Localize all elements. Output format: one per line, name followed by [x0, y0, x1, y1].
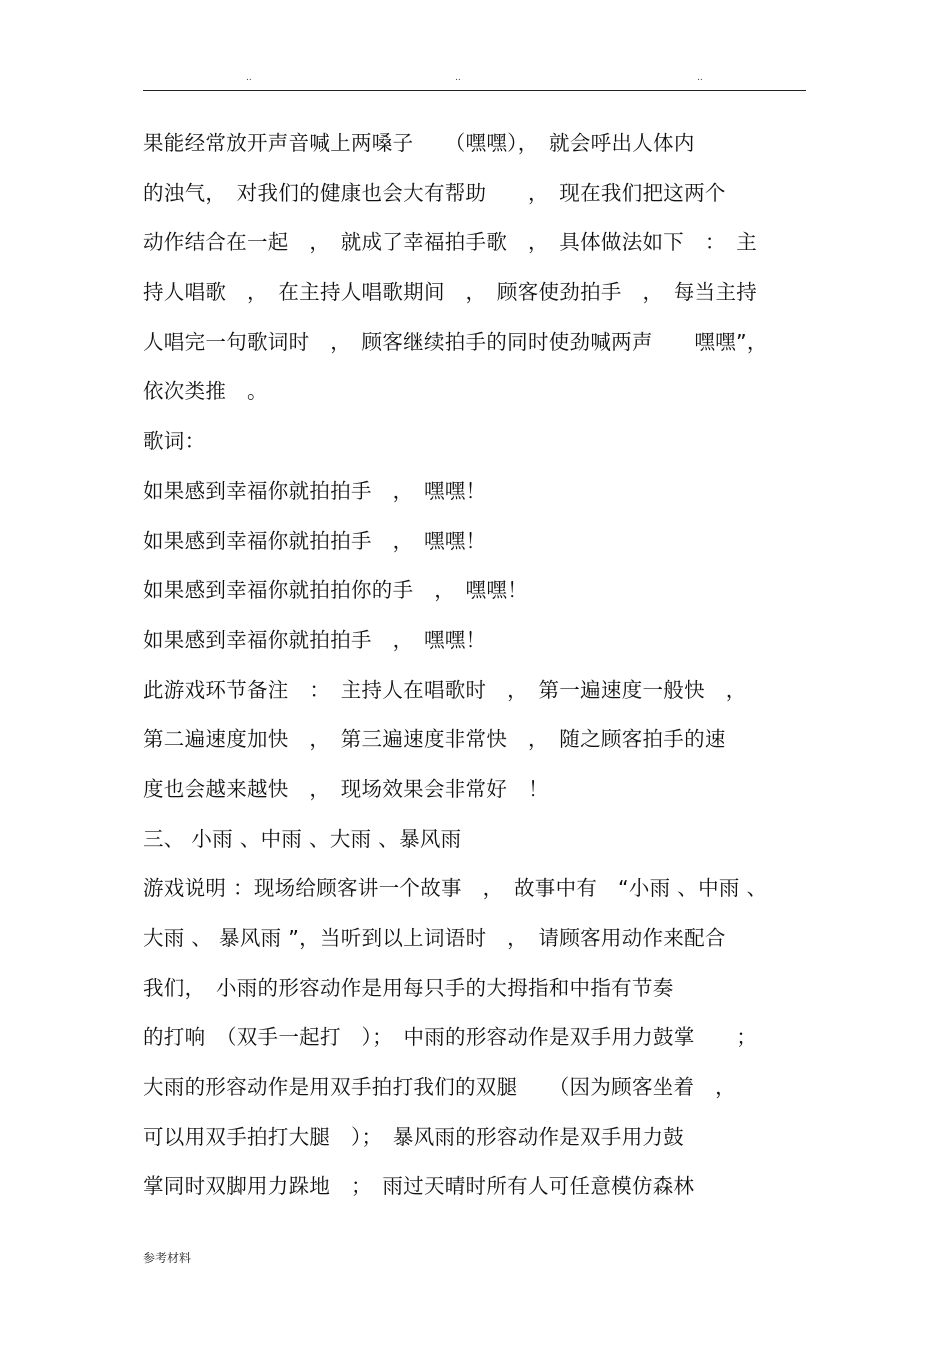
text-line: 大雨 、 暴风雨 ”，当听到以上词语时 ， 请顾客用动作来配合	[143, 926, 726, 950]
text-line: 游戏说明 ：现场给顾客讲一个故事 ， 故事中有 “小雨 、中雨 、	[143, 876, 768, 901]
text-line: 持人唱歌 ， 在主持人唱歌期间 ， 顾客使劲拍手 ， 每当主持	[143, 280, 758, 305]
header-mark-center: ..	[455, 73, 461, 83]
document-body	[143, 125, 833, 1218]
lyrics-line: 如果感到幸福你就拍拍手 ， 嘿嘿！	[143, 478, 487, 503]
footer-label: 参考材料	[143, 1251, 192, 1265]
text-line: 大雨的形容动作是用双手拍打我们的双腿 （因为顾客坐着 ，	[143, 1075, 736, 1100]
text-line: 掌同时双脚用力跺地 ； 雨过天晴时所有人可任意模仿森林	[143, 1174, 695, 1199]
text-line: 我们， 小雨的形容动作是用每只手的大拇指和中指有节奏	[143, 975, 674, 1000]
lyrics-line: 如果感到幸福你就拍拍手 ， 嘿嘿！	[143, 528, 487, 553]
text-line: 的浊气， 对我们的健康也会大有帮助 ， 现在我们把这两个	[143, 180, 726, 205]
text-line: 此游戏环节备注 ： 主持人在唱歌时 ， 第一遍速度一般快 ，	[143, 677, 747, 702]
lyrics-line: 如果感到幸福你就拍拍你的手 ， 嘿嘿！	[143, 578, 528, 603]
text-line: 可以用双手拍打大腿 ）； 暴风雨的形容动作是双手用力鼓	[143, 1124, 685, 1149]
lyrics-heading: 歌词：	[143, 429, 206, 454]
text-line: 依次类推 。	[143, 379, 268, 404]
header-mark-right: ..	[697, 73, 703, 83]
text-line: 度也会越来越快 ， 现场效果会非常好 ！	[143, 776, 549, 801]
text-line: 第二遍速度加快 ， 第三遍速度非常快 ， 随之顾客拍手的速	[143, 727, 726, 752]
header-rule	[143, 90, 806, 91]
text-line: 动作结合在一起 ， 就成了幸福拍手歌 ， 具体做法如下 ： 主	[143, 230, 758, 255]
text-line: 果能经常放开声音喊上两嗓子 （嘿嘿）， 就会呼出人体内	[143, 131, 695, 155]
text-line: 的打响 （双手一起打 ）； 中雨的形容动作是双手用力鼓掌 ；	[143, 1025, 758, 1050]
text-line: 人唱完一句歌词时 ， 顾客继续拍手的同时使劲喊两声 嘿嘿”，	[143, 329, 768, 354]
header-mark-left: ..	[246, 73, 252, 83]
section-heading: 三、 小雨 、中雨 、大雨 、暴风雨	[143, 826, 462, 851]
lyrics-line: 如果感到幸福你就拍拍手 ， 嘿嘿！	[143, 627, 487, 652]
